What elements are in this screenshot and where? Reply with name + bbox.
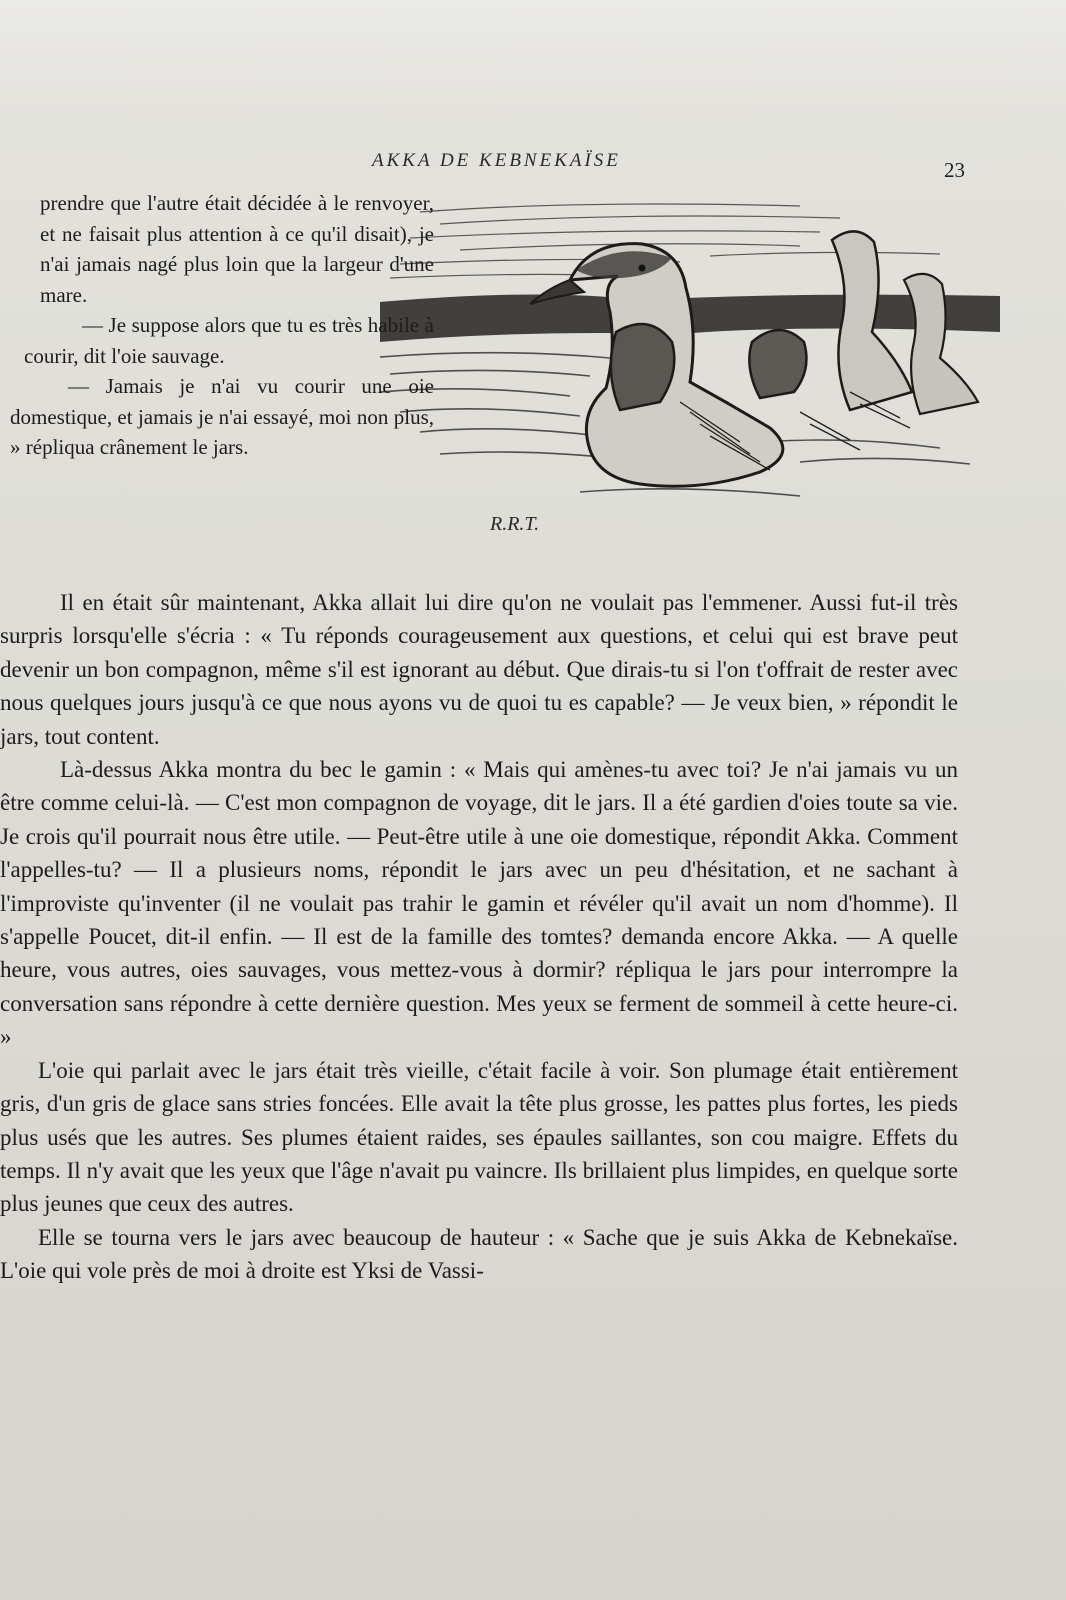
left-column-text [10, 188, 434, 463]
paragraph: Elle se tourna vers le jars avec beaucoup de hauteur : « Sache que je suis Akka de Kebnekaïse. L'oie qui vole près de moi à droite est Yksi de Vassi- [0, 1224, 958, 1284]
running-title: AKKA DE KEBNEKAÏSE [372, 150, 621, 171]
page-number: 23 [944, 158, 965, 182]
illustration-signature: R.R.T. [490, 513, 540, 535]
body-text [0, 586, 958, 1288]
page-shading [0, 0, 1066, 120]
paragraph: Il en était sûr maintenant, Akka allait lui dire qu'on ne voulait pas l'emmener. Aussi fut-il très surpris lorsqu'elle s'écria : « Tu réponds courageusement aux questions, et celui qui est brave peut devenir un bon compagnon, même s'il est ignorant au début. Que dirais-tu si l'on t'offrait de rester avec nous quelques jours jusqu'à ce que nous ayons vu de quoi tu es capable? — Je veux bien, » répondit le jars, tout content. [0, 590, 958, 749]
paragraph: — Jamais je n'ai vu courir une oie domestique, et jamais je n'ai essayé, moi non plus, » répliqua crânement le jars. [10, 374, 434, 459]
paragraph: prendre que l'autre était décidée à le renvoyer, et ne faisait plus attention à ce qu'il disait), je n'ai jamais nagé plus loin que la largeur d'une mare. [40, 191, 434, 307]
geese-illustration [380, 192, 1020, 567]
paragraph: Là-dessus Akka montra du bec le gamin : « Mais qui amènes-tu avec toi? Je n'ai jamais vu un être comme celui-là. — C'est mon compagnon de voyage, dit le jars. Il a été gardien d'oies toute sa vie. Je crois qu'il pourrait nous être utile. — Peut-être utile à une oie domestique, répondit Akka. Comment l'appelles-tu? — Il a plusieurs noms, répondit le jars avec un peu d'hésitation, et ne sachant à l'improviste qu'inventer (il ne voulait pas trahir le gamin et révéler qu'il avait un nom d'homme). Il s'appelle Poucet, dit-il enfin. — Il est de la famille des tomtes? demanda encore Akka. — A quelle heure, vous autres, oies sauvages, vous mettez-vous à dormir? répliqua le jars pour interrompre la conversation sans répondre à cette dernière question. Mes yeux se ferment de sommeil à cette heure-ci. » [0, 757, 958, 1050]
paragraph: L'oie qui parlait avec le jars était très vieille, c'était facile à voir. Son plumage était entièrement gris, d'un gris de glace sans stries foncées. Elle avait la tête plus grosse, les pattes plus fortes, les pieds plus usés que les autres. Ses plumes étaient raides, ses épaules saillantes, son cou maigre. Effets du temps. Il n'y avait que les yeux que l'âge n'avait pu vaincre. Ils brillaient plus limpides, en quelque sorte plus jeunes que ceux des autres. [0, 1057, 958, 1217]
paragraph: — Je suppose alors que tu es très habile à courir, dit l'oie sauvage. [24, 313, 434, 368]
